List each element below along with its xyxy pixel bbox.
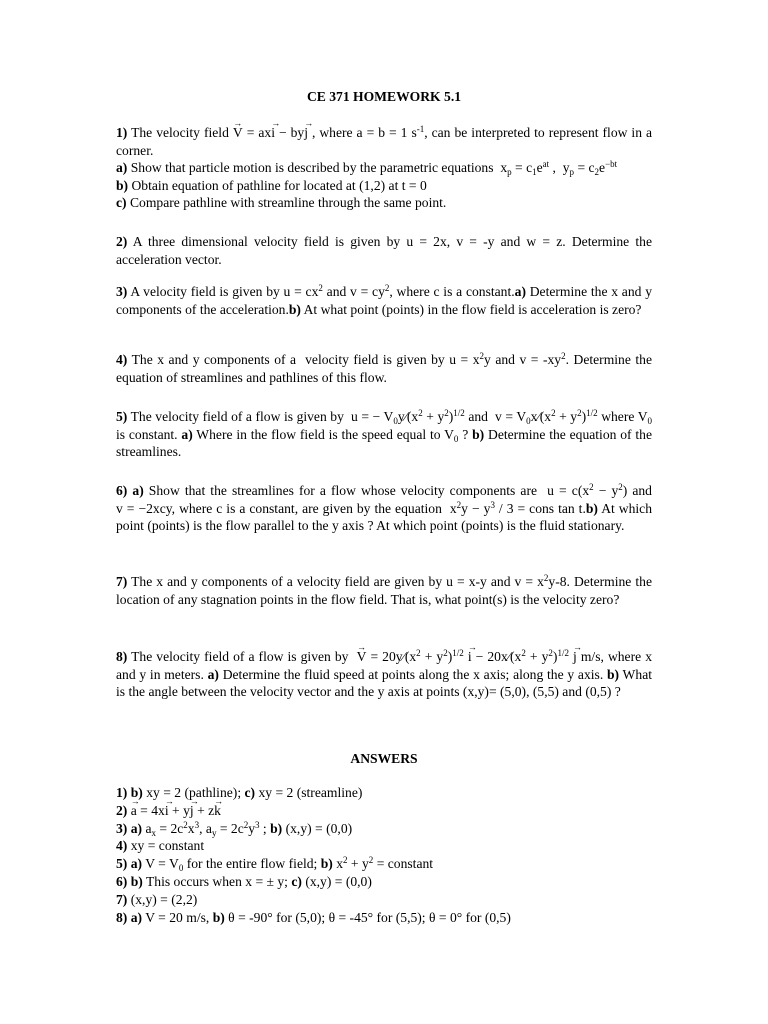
answers-list [116, 784, 652, 926]
problem-1-part-a: a) Show that particle motion is described by the parametric equations $x_p = c_1e^{at}$ , $y_p = c_2e^{-bt}$ [116, 159, 618, 177]
answers-header: ANSWERS [350, 751, 418, 766]
answer-4: 4) xy = constant [116, 838, 205, 854]
answer-5: 5) a) $V = V_0$ for the entire flow field; b) $x^2 + y^2$ = constant [116, 855, 434, 874]
problem-6: 6) a) Show that the streamlines for a flow whose velocity components are $u = c(x^2 - y^2)$ and v = −2xcy, where c is a constant, are given by the equation $x^2y - y^3 / 3$ = cons tan t.b) At which point (points) is the flow parallel to the y axis ? At which point (points) is the fluid stationary. [116, 482, 653, 533]
document-title: CE 371 HOMEWORK 5.1 [306, 89, 462, 104]
answer-7: 7) (x,y) = (2,2) [116, 891, 198, 907]
problem-4: 4) The x and y components of a velocity field is given by $u = x^2y$ and $v = -xy^2$. Determine the equation of streamlines and pathlines of this flow. [116, 351, 652, 385]
problem-3: 3) A velocity field is given by $u = cx^2$ and $v = cy^2$, where c is a constant.a) Determine the x and y components of the acceleration.b) At what point (points) in the flow field is acceleration is zero? [116, 283, 652, 317]
answer-2: 2) → a = 4x→ i + y→ j + z→ k [116, 802, 652, 820]
problem-7: 7) The x and y components of a velocity field are given by u = x-y and $v = x^2y-8$. Determine the location of any stagnation points in the flow field. That is, what point(s) is the velocity zero? [116, 573, 652, 607]
problem-1-statement: 1) The velocity field → V = ax→ i − by→ j , where a = b = 1 $s^{-1}$, can be interpreted to represent flow in a corner. [116, 124, 652, 159]
problem-1-part-b: b) Obtain equation of pathline for located at (1,2) at t = 0 [116, 177, 427, 193]
answer-6: 6) b) This occurs when x = ± y; c) (x,y) = (0,0) [116, 873, 372, 889]
problem-2: 2) A three dimensional velocity field is given by u = 2x, v = -y and w = z. Determine the acceleration vector. [116, 234, 652, 267]
answer-8: 8) a) V = 20 m/s, b) θ = -90° for (5,0); θ = -45° for (5,5); θ = 0° for (0,5) [116, 909, 511, 925]
answer-3: 3) a) $a_x = 2c^2x^3$, $a_y = 2c^2y^3$ ; b) (x,y) = (0,0) [116, 819, 353, 838]
problem-1 [116, 124, 652, 212]
problem-5: 5) The velocity field of a flow is given by u = − $V_0y∕(x^2 + y^2)^{1/2}$ and $v = V_0x∕(x^2 + y^2)^{1/2}$ where $V_0$ is constant. a) Where in the flow field is the speed equal to $V_0$ ? b) Determine the equation of the streamlines. [116, 408, 653, 459]
problem-8: 8) The velocity field of a flow is given by → $V = 20y∕(x^2 + y^2)^{1/2} \to i$ − $20x∕(x^2 + y^2)^{1/2} \to j$ m/s, where x and y in meters. a) Determine the fluid speed at points along the x axis; along the y axis. b) What is the angle between the velocity vector and the y axis at points (x,y)= (5,0), (5,5) and (0,5) ? [116, 648, 652, 701]
answer-1: 1) b) xy = 2 (pathline); c) xy = 2 (streamline) [116, 785, 363, 800]
problem-1-part-c: c) Compare pathline with streamline through the same point. [116, 195, 447, 210]
